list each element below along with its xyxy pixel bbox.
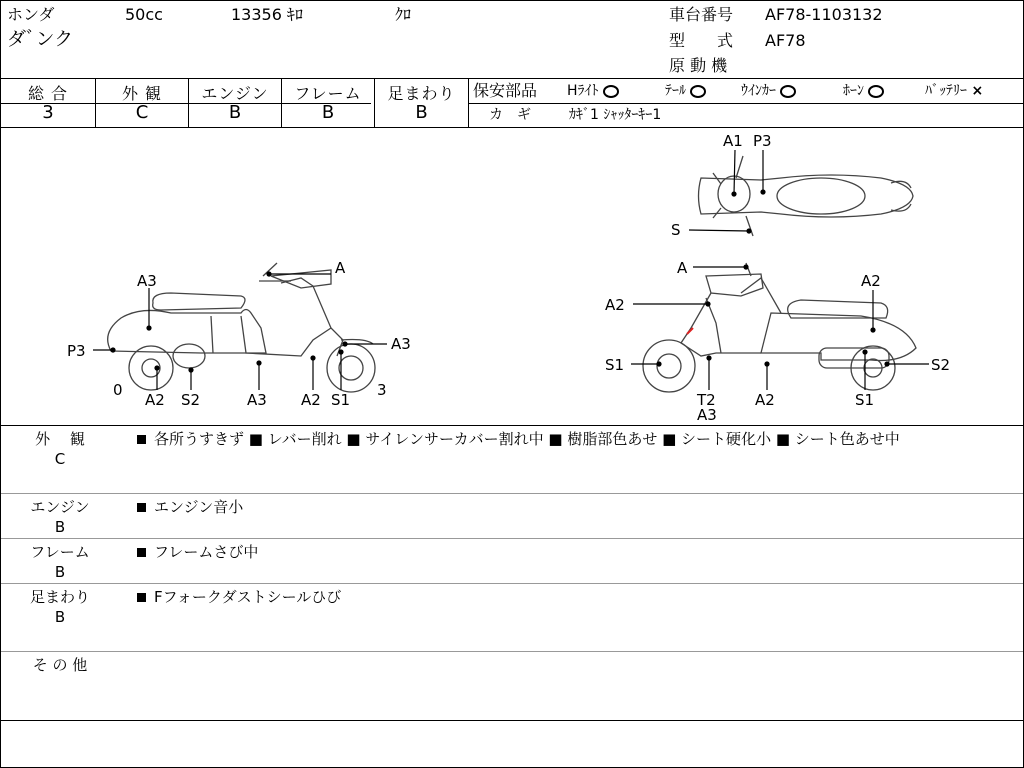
comment-other: そ の 他 bbox=[1, 652, 1023, 721]
safety-headlight: Hﾗｲﾄ bbox=[567, 80, 619, 102]
comment-suspension: 足まわり B Fフォークダストシールひび bbox=[1, 584, 1023, 652]
label-right-a-handle: A bbox=[677, 259, 688, 277]
bullet-square-icon bbox=[137, 593, 146, 602]
safety-parts bbox=[469, 79, 1023, 127]
label-left-p3: P3 bbox=[67, 342, 86, 360]
label-right-s2: S2 bbox=[931, 356, 951, 374]
bullet-square-icon bbox=[137, 503, 146, 512]
label-left-a3-floor: A3 bbox=[247, 391, 267, 409]
label-left-a2: A2 bbox=[145, 391, 165, 409]
type-value: AF78 bbox=[765, 31, 806, 50]
maker: ホンダ bbox=[7, 5, 55, 24]
key-value: ｶｷﾞ1 ｼｬｯﾀｰｷｰ1 bbox=[569, 107, 662, 123]
damage-diagram bbox=[1, 128, 1023, 426]
bullet-square-icon bbox=[137, 548, 146, 557]
ok-circle-icon bbox=[690, 85, 706, 98]
grade-suspension: 足まわり B bbox=[375, 79, 469, 127]
leader-lines bbox=[93, 150, 929, 390]
grade-exterior: 外 観 C bbox=[96, 79, 189, 127]
label-left-a-handle: A bbox=[335, 259, 346, 277]
frame-no: AF78-1103132 bbox=[765, 5, 883, 24]
label-left-a3-seat: A3 bbox=[137, 272, 157, 290]
key-label: カ ギ bbox=[489, 107, 531, 123]
safety-title: 保安部品 bbox=[473, 81, 538, 100]
comment-frame: フレーム B フレームさび中 bbox=[1, 539, 1023, 584]
label-left-0: 0 bbox=[113, 381, 123, 399]
grade-row bbox=[1, 79, 1023, 128]
label-right-a3: A3 bbox=[697, 406, 717, 424]
motor-label: 原 動 機 bbox=[669, 56, 728, 75]
grade-overall: 総 合 3 bbox=[1, 79, 96, 127]
scooter-top-view bbox=[699, 156, 914, 236]
label-top-s: S bbox=[671, 221, 681, 239]
label-left-a2-front: A2 bbox=[301, 391, 321, 409]
ng-cross-icon: × bbox=[971, 83, 984, 99]
ok-circle-icon bbox=[603, 85, 619, 98]
label-left-a3-front: A3 bbox=[391, 335, 411, 353]
color: ｸﾛ bbox=[395, 5, 412, 24]
type-label: 型 式 bbox=[669, 31, 734, 50]
safety-winker: ｳｲﾝｶｰ bbox=[741, 80, 796, 102]
mileage: 13356 ｷﾛ bbox=[231, 5, 303, 24]
safety-horn: ﾎｰﾝ bbox=[843, 80, 884, 102]
label-right-s1-front: S1 bbox=[605, 356, 625, 374]
label-right-t2: T2 bbox=[697, 391, 716, 409]
vehicle-header bbox=[1, 1, 1023, 79]
model-name: ダﾞンク bbox=[7, 28, 74, 50]
grade-engine: エンジン B bbox=[189, 79, 282, 127]
label-right-a2-front: A2 bbox=[605, 296, 625, 314]
safety-battery: ﾊﾞｯﾃﾘｰ × bbox=[925, 83, 984, 99]
safety-tail: ﾃｰﾙ bbox=[665, 80, 706, 102]
bullet-square-icon bbox=[137, 435, 146, 444]
label-right-a2-floor: A2 bbox=[755, 391, 775, 409]
label-left-3: 3 bbox=[377, 381, 387, 399]
label-right-s1-rear: S1 bbox=[855, 391, 875, 409]
label-left-s2: S2 bbox=[181, 391, 201, 409]
label-right-a2-seat: A2 bbox=[861, 272, 881, 290]
comment-exterior: 外 観 C 各所うすきず ■ レバー削れ ■ サイレンサーカバー割れ中 ■ 樹脂部色あせ ■ シート硬化小 ■ シート色あせ中 bbox=[1, 426, 1023, 494]
grade-frame: フレーム B bbox=[282, 79, 375, 127]
comment-engine: エンジン B エンジン音小 bbox=[1, 494, 1023, 539]
ok-circle-icon bbox=[868, 85, 884, 98]
displacement: 50cc bbox=[125, 5, 163, 24]
label-top-a1: A1 bbox=[723, 132, 743, 150]
label-top-p3: P3 bbox=[753, 132, 772, 150]
frame-no-label: 車台番号 bbox=[669, 5, 734, 24]
ok-circle-icon bbox=[780, 85, 796, 98]
label-left-s1: S1 bbox=[331, 391, 351, 409]
